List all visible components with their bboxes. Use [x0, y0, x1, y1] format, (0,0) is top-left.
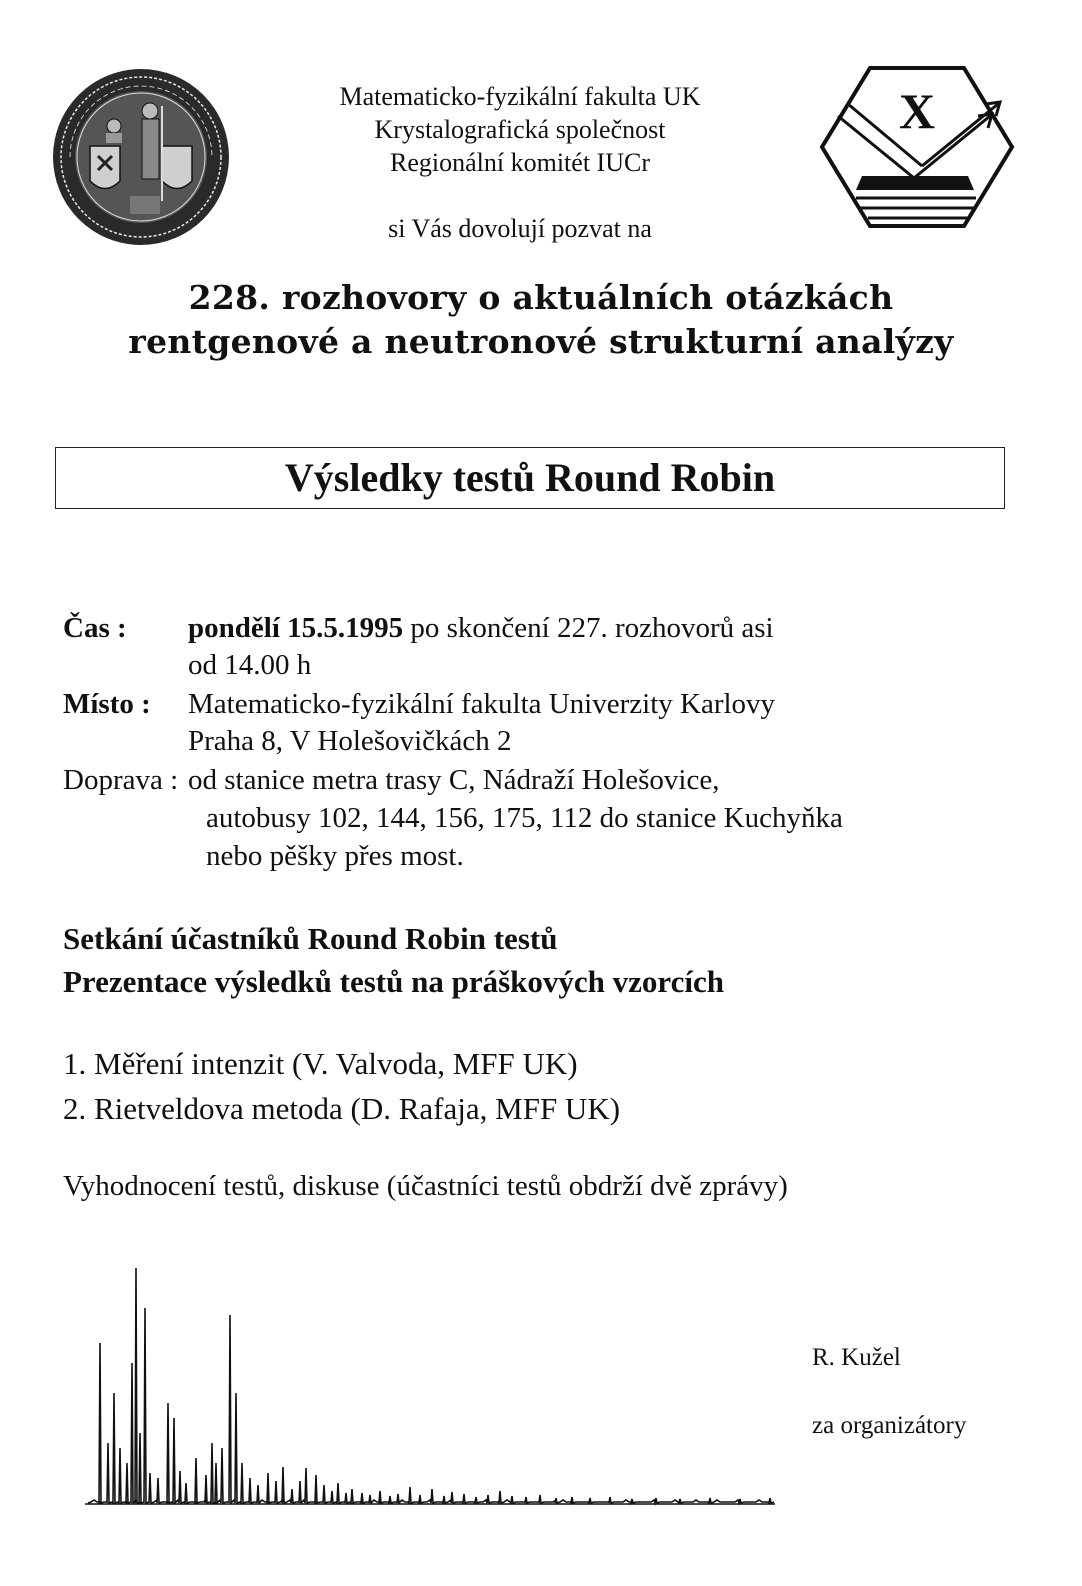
place-line-2: Praha 8, V Holešovičkách 2 [188, 725, 512, 757]
university-seal-logo [50, 66, 232, 248]
place-label: Místo : [63, 688, 151, 720]
evaluation-text: Vyhodnocení testů, diskuse (účastníci testů obdrží dvě zprávy) [63, 1170, 788, 1202]
time-date: pondělí 15.5.1995 [188, 612, 404, 644]
event-heading [30, 276, 1052, 364]
transport-label: Doprava : [63, 764, 179, 796]
diffraction-pattern-illustration [80, 1255, 780, 1515]
program-item-1: 1. Měření intenzit (V. Valvoda, MFF UK) [63, 1046, 578, 1081]
talk-title: Výsledky testů Round Robin [284, 455, 776, 500]
signature-role: za organizátory [812, 1412, 967, 1439]
section-heading-line-2: Prezentace výsledků testů na práškových vzorcích [63, 964, 724, 999]
section-heading [63, 917, 724, 1003]
event-heading-line-2: rentgenové a neutronové strukturní analýzy [128, 322, 954, 361]
program-item-2: 2. Rietveldova metoda (D. Rafaja, MFF UK) [63, 1091, 621, 1126]
place-line-1: Matematicko-fyzikální fakulta Univerzity Karlovy [188, 688, 776, 720]
event-heading-line-1: 228. rozhovory o aktuálních otázkách [188, 278, 894, 317]
section-heading-line-1: Setkání účastníků Round Robin testů [63, 921, 558, 956]
transport-line-2: autobusy 102, 144, 156, 175, 112 do stanice Kuchyňka [206, 802, 843, 834]
talk-title-box [55, 447, 1005, 509]
time-value [188, 610, 774, 647]
invitation-text: si Vás dovolují pozvat na [388, 214, 652, 243]
organizer-list [300, 80, 740, 179]
logo-letter: X [898, 83, 936, 139]
diffraction-trace [88, 1268, 774, 1503]
transport-line-3: nebo pěšky přes most. [206, 840, 464, 872]
signature-name: R. Kužel [812, 1344, 901, 1371]
crystallography-logo [818, 64, 1016, 230]
organizer-iucr-committee: Regionální komitét IUCr [390, 148, 650, 177]
time-rest: po skončení 227. rozhovorů asi [403, 612, 774, 644]
organizer-faculty: Matematicko-fyzikální fakulta UK [339, 82, 701, 111]
organizer-crystallographic-society: Krystalografická společnost [374, 115, 666, 144]
time-value-line-2: od 14.00 h [188, 649, 312, 681]
time-label: Čas : [63, 612, 127, 644]
transport-line-1: od stanice metra trasy C, Nádraží Holešovice, [188, 764, 720, 796]
